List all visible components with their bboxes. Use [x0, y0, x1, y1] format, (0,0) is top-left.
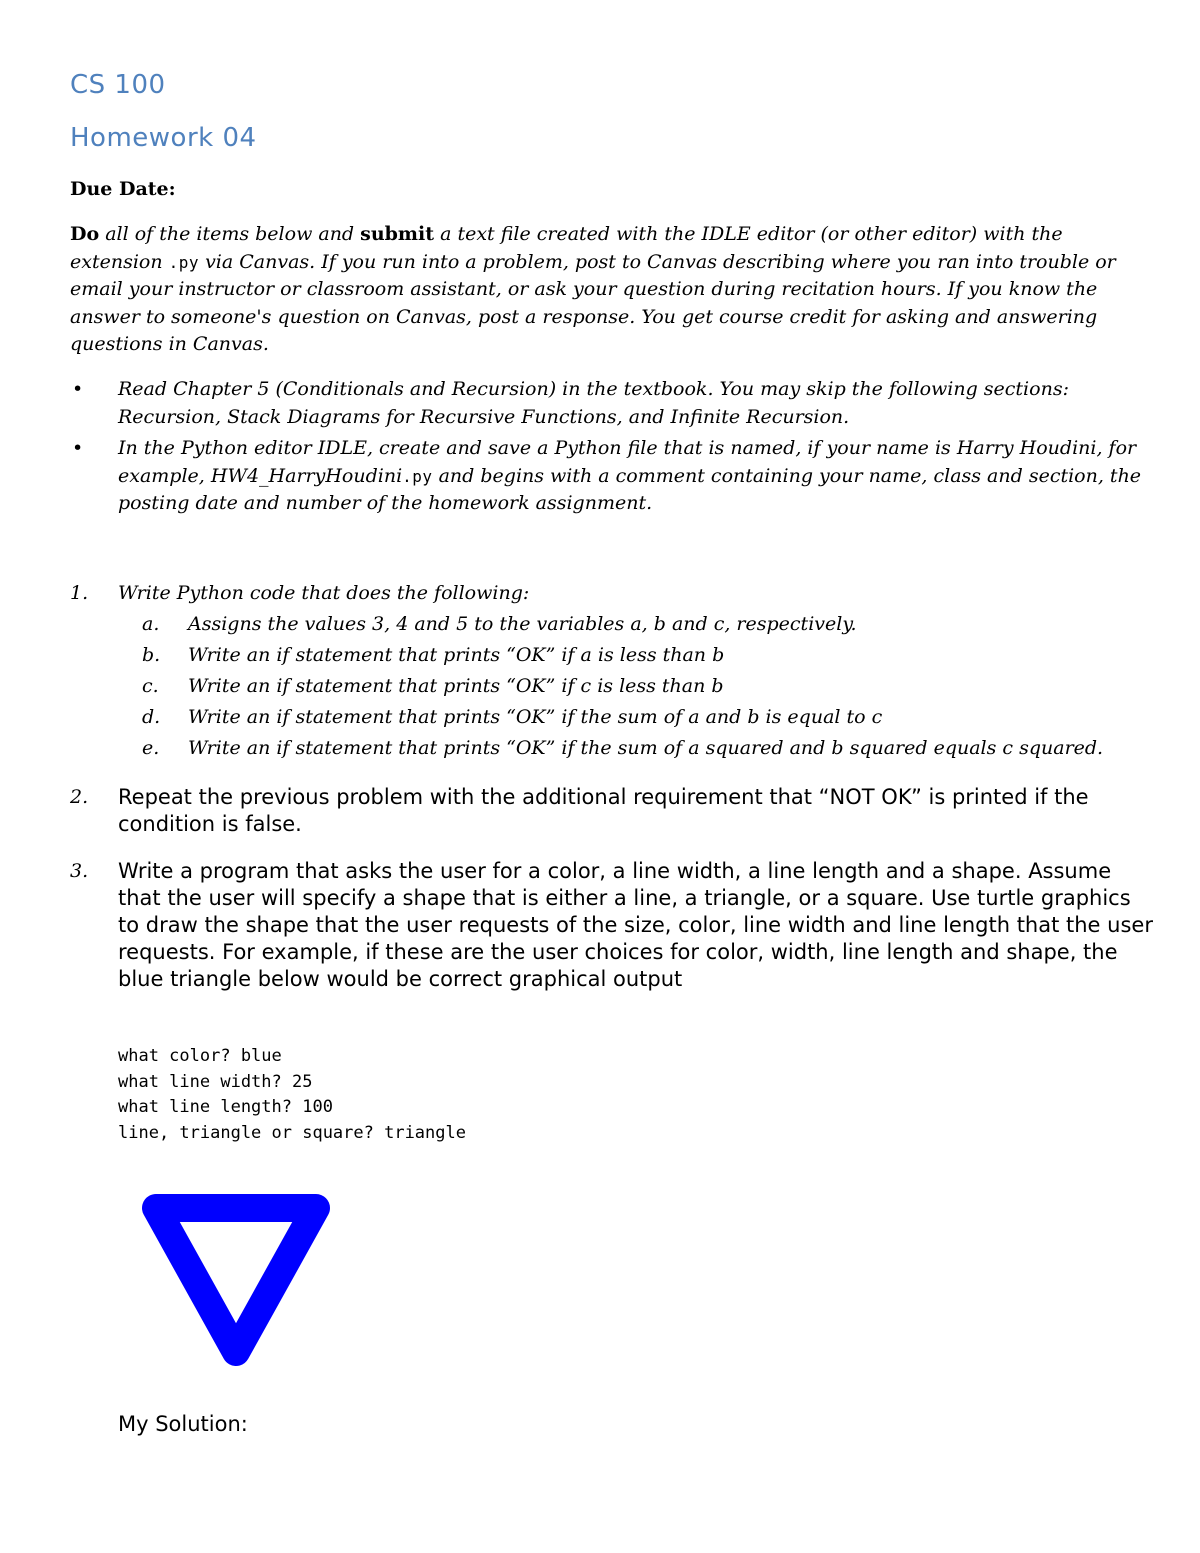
sample-io-line: what line width? 25: [118, 1071, 313, 1092]
triangle-outline: [156, 1208, 316, 1352]
subitem-c: [118, 673, 1158, 704]
bullet-filename-b: .py: [402, 466, 433, 486]
question-3-number: 3.: [70, 860, 89, 882]
intro-submit-word: submit: [360, 223, 435, 245]
question-1-number: 1.: [70, 582, 89, 604]
bullet-filename-a: HW4_HarryHoudini: [210, 464, 403, 487]
solution-label: My Solution:: [118, 1412, 248, 1436]
sample-io-block: [118, 1044, 466, 1146]
sample-io-line: what line length? 100: [118, 1097, 333, 1117]
subitem-label: a.: [142, 613, 160, 635]
question-1-subitems: [118, 611, 1158, 766]
subitem-d: [118, 704, 1158, 735]
subitem-label: e.: [142, 737, 160, 759]
question-1-text: Write Python code that does the following:: [118, 582, 530, 604]
bullet-create-file: [70, 435, 1150, 518]
sample-io-line: what color? blue: [118, 1046, 282, 1066]
subitem-label: b.: [142, 644, 161, 666]
subitem-text: Write an if statement that prints “OK” if a is less than b: [188, 644, 725, 666]
subitem-text: Write an if statement that prints “OK” if c is less than b: [188, 675, 724, 697]
question-2-text: Repeat the previous problem with the additional requirement that “NOT OK” is printed if the condition is false.: [118, 785, 1089, 836]
bullet-idle-text-2: and begins with a comment containing your name, class and section, the posting date and number of the homework assignment.: [118, 464, 1142, 514]
blue-triangle-figure: [136, 1190, 336, 1370]
subitem-label: c.: [142, 675, 159, 697]
intro-text-2: a text file created with the IDLE editor (or other editor) with the extension: [70, 223, 1063, 273]
intro-text-1: all of the items below and: [99, 223, 361, 245]
subitem-text: Write an if statement that prints “OK” if the sum of a squared and b squared equals c squared.: [188, 737, 1104, 759]
subitem-text: Assigns the values 3, 4 and 5 to the variables a, b and c, respectively.: [188, 613, 857, 635]
course-title: CS 100: [70, 70, 166, 100]
subitem-a: [118, 611, 1158, 642]
sample-io-line: line, triangle or square? triangle: [118, 1122, 466, 1143]
instruction-bullets: [70, 376, 1150, 522]
bullet-read-chapter: [70, 376, 1150, 431]
intro-text-3: via Canvas. If you run into a problem, post to Canvas describing where you ran into trouble or email your instructor or classroom assistant, or ask your question during recitation hours. If you know the answer to someone's question on Canvas, post a response. You get course credit for asking and answering questions in Canvas.: [70, 250, 1116, 355]
intro-extension: .py: [168, 252, 200, 272]
subitem-text: Write an if statement that prints “OK” if the sum of a and b is equal to c: [188, 706, 883, 728]
question-2-number: 2.: [70, 786, 89, 808]
subitem-b: [118, 642, 1158, 673]
bullet-idle-text-1: In the Python editor IDLE, create and save a Python file that is named, if your name is Harry Houdini, for example,: [118, 437, 1137, 487]
due-date-label: Due Date:: [70, 178, 176, 200]
question-3-text: Write a program that asks the user for a color, a line width, a line length and a shape. Assume that the user will specify a shape that is either a line, a triangle, or a square. Use turtle graphics to draw the shape that the user requests of the size, color, line width and line length that the user requests. For example, if these are the user choices for color, width, line length and shape, the blue triangle below would be correct graphical output: [118, 859, 1153, 991]
assignment-title: Homework 04: [70, 123, 257, 153]
bullet-read-text: Read Chapter 5 (Conditionals and Recursion) in the textbook. You may skip the following sections: Recursion, Stack Diagrams for Recursive Functions, and Infinite Recursion.: [118, 378, 1069, 428]
subitem-label: d.: [142, 706, 161, 728]
intro-paragraph: [70, 221, 1150, 359]
intro-do-word: Do: [70, 223, 100, 245]
subitem-e: [118, 735, 1158, 766]
